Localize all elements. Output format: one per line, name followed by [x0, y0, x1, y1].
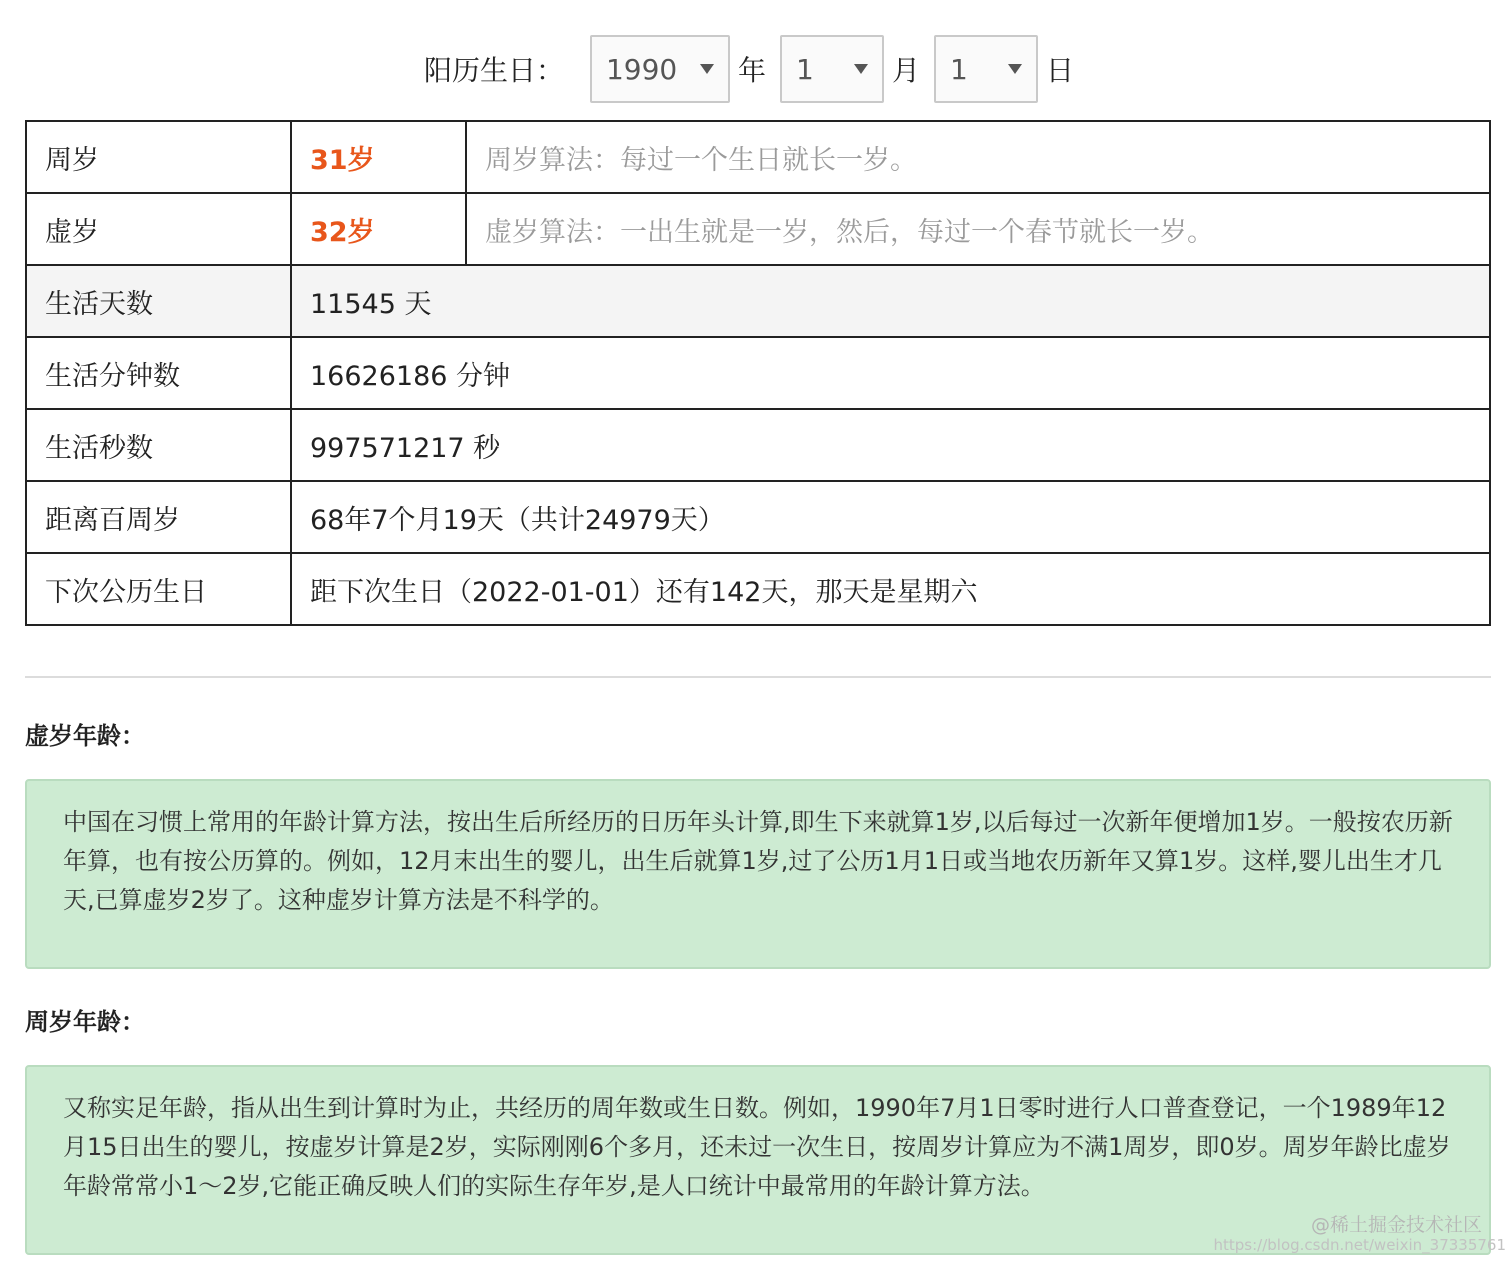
age-result-table [25, 120, 1491, 626]
full-age-note: 周岁算法：每过一个生日就长一岁。 [466, 121, 1490, 193]
to-100-label: 距离百周岁 [26, 481, 291, 553]
birthday-selector [0, 34, 1512, 104]
days-lived-value: 11545 天 [291, 265, 1490, 337]
next-birthday-value: 距下次生日（2022-01-01）还有142天，那天是星期六 [291, 553, 1490, 625]
full-age-info-text: 又称实足年龄，指从出生到计算时为止，共经历的周年数或生日数。例如，1990年7月1日零时进行人口普查登记，一个1989年12月15日出生的婴儿，按虚岁计算是2岁，实际刚刚6个多月，还未过一次生日，按周岁计算应为不满1周岁，即0岁。周岁年龄比虚岁年龄常常小1～2岁,它能正确反映人们的实际生存年岁,是人口统计中最常用的年龄计算方法。 [63, 1094, 1451, 1200]
nominal-age-note: 虚岁算法：一出生就是一岁，然后，每过一个春节就长一岁。 [466, 193, 1490, 265]
table-row-nominal-age [26, 193, 1490, 265]
seconds-lived-label: 生活秒数 [26, 409, 291, 481]
nominal-age-value: 32岁 [291, 193, 466, 265]
day-select[interactable] [934, 35, 1038, 103]
nominal-age-section-title: 虚岁年龄： [25, 722, 145, 750]
to-100-value: 68年7个月19天（共计24979天） [291, 481, 1490, 553]
full-age-info-box [25, 1065, 1491, 1255]
chevron-down-icon [700, 64, 714, 74]
table-row-seconds-lived [26, 409, 1490, 481]
table-row-next-birthday [26, 553, 1490, 625]
day-select-value: 1 [950, 52, 968, 86]
year-select-value: 1990 [605, 52, 678, 86]
days-lived-label: 生活天数 [26, 265, 291, 337]
birthday-label: 阳历生日： [423, 54, 564, 87]
full-age-section-title: 周岁年龄： [25, 1008, 145, 1036]
table-row-full-age [26, 121, 1490, 193]
month-select[interactable] [780, 35, 884, 103]
watermark-community: @稀土掘金技术社区 [1310, 1214, 1482, 1236]
minutes-lived-label: 生活分钟数 [26, 337, 291, 409]
chevron-down-icon [854, 64, 868, 74]
minutes-lived-value: 16626186 分钟 [291, 337, 1490, 409]
nominal-age-label: 虚岁 [26, 193, 291, 265]
year-unit-label: 年 [737, 54, 766, 87]
next-birthday-label: 下次公历生日 [26, 553, 291, 625]
table-row-minutes-lived [26, 337, 1490, 409]
table-row-days-lived [26, 265, 1490, 337]
section-divider [25, 676, 1491, 678]
table-row-to-100 [26, 481, 1490, 553]
month-select-value: 1 [796, 52, 814, 86]
nominal-age-info-box [25, 779, 1491, 969]
seconds-lived-value: 997571217 秒 [291, 409, 1490, 481]
chevron-down-icon [1008, 64, 1022, 74]
year-select[interactable] [590, 35, 730, 103]
full-age-value: 31岁 [291, 121, 466, 193]
full-age-label: 周岁 [26, 121, 291, 193]
watermark-url: https://blog.csdn.net/weixin_37335761 [1213, 1236, 1506, 1254]
nominal-age-info-text: 中国在习惯上常用的年龄计算方法，按出生后所经历的日历年头计算,即生下来就算1岁,以后每过一次新年便增加1岁。一般按农历新年算，也有按公历算的。例如，12月末出生的婴儿，出生后就算1岁,过了公历1月1日或当地农历新年又算1岁。这样,婴儿出生才几天,已算虚岁2岁了。这种虚岁计算方法是不科学的。 [63, 808, 1453, 914]
month-unit-label: 月 [892, 54, 921, 87]
day-unit-label: 日 [1046, 54, 1075, 87]
